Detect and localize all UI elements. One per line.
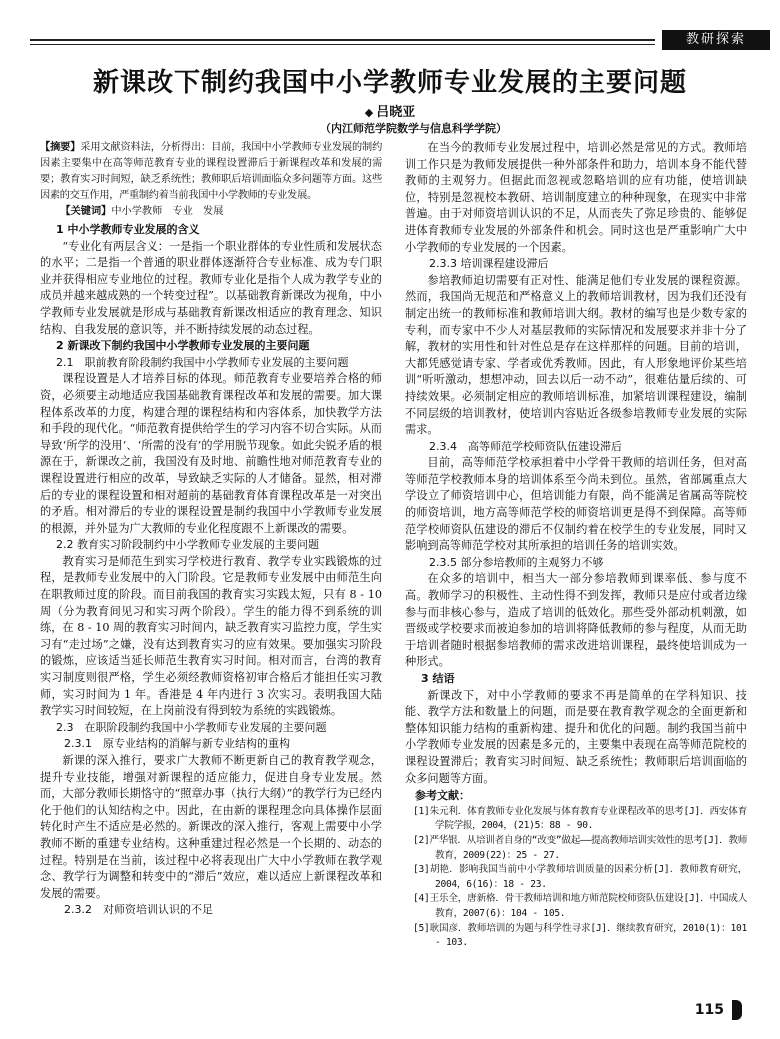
section-tag: 教研探索 [662,30,770,50]
page-tab-mark [732,1000,742,1020]
keywords-label: 【关键词】 [60,206,112,217]
right-column [405,140,747,951]
subsection-heading: 2.3 在职阶段制约我国中小学教师专业发展的主要问题 [56,720,327,734]
section-heading: 2 新课改下制约我国中小学教师专业发展的主要问题 [56,339,310,353]
header-bar [30,30,770,50]
subsubsection-heading: 2.3.2 对师资培训认识的不足 [64,903,213,917]
paragraph: “专业化有两层含义：一是指一个职业群体的专业性质和发展状态的水平；二是指一个普通的职业群体逐渐符合专业标准、成为专门职业并获得相应专业地位的过程。教师专业化是指个人成为教学专业的成员并越来越成熟的一个转变过程”。以基础教育新课改为视角，中小学教师专业发展就是形成与基础教育新课改相适应的教育理念、知识结构、自我发展的意识等，并不断持续发展的动态过程。 [40,239,382,336]
header-rule [30,39,655,41]
article-title: 新课改下制约我国中小学教师专业发展的主要问题 [92,68,687,98]
reference-item: [5]耿国彦．教师培训的为题与科学性寻求[J]．继续教育研究，2010(1)：101 - 103. [413,922,747,949]
reference-item: [3]胡艳．影响我国当前中小学教师培训质量的因素分析[J]．教师教育研究，2004，6(16)：18 - 23. [413,864,747,890]
subsubsection-heading: 2.3.4 高等师范学校师资队伍建设滞后 [429,439,622,453]
abstract [40,140,382,204]
header-rule-thin [30,44,655,45]
reference-item: [1]朱元利．体育教师专业化发展与体育教育专业课程改革的思考[J]．西安体育学院学报，2004，(21)5：88 - 90. [413,805,747,832]
author-name: 吕晓亚 [376,105,416,120]
paragraph: 在众多的培训中，相当大一部分参培教师到课率低、参与度不高。教师学习的积极性、主动性得不到发挥，教师只是应付或者边缘参与而非核心参与，造成了培训的低效化。那些受外部动机刺激，如晋级或学校要求而被迫参加的培训将降低教师的参与程度，从而无助于培训者随时根据参培教师的需求改进培训课程，最终使培训成为一种形式。 [405,572,747,669]
subsubsection-heading: 2.3.5 部分参培教师的主观努力不够 [429,555,604,569]
paragraph: 新课的深入推行，要求广大教师不断更新自己的教育教学观念，提升专业技能，增强对新课程的适应能力，促进自身专业发展。然而，大部分教师长期恪守的“照章办事（执行大纲）”的教学行为已经内化于他们的认知结构之中。因此，在由新的课程理念向具体操作层面转化时产生不适应是必然的。新课改的深入推行，客观上需要中小学教师不断的重建专业结构。这种重建过程必然是一个长期的、动态的过程。特别是在当前，该过程中必将表现出广大中小学教师在教学观念、教学行为调整和转变中的“滞后”效应，难以适应上新课程改革和发展的需要。 [40,754,382,900]
paragraph: 在当今的教师专业发展过程中，培训必然是常见的方式。教师培训工作只是为教师发展提供一种外部条件和助力，培训本身不能代替教师的主观努力。但据此而忽视或忽略培训的应有功能，使培训缺位，特别是忽视校本教研、培训制度建立的种种现象，在现实中非常普遍。由于对师资培训认识的不足，从而丧失了弥足珍贵的、能够促进体育教师专业发展的外部条件和机会。同时这也是严重影响广大中小学教师的专业发展的一个因素。 [405,141,747,254]
abstract-text: 采用文献资料法，分析得出：目前，我国中小学教师专业发展的制约因素主要集中在高等师范教育专业的课程设置滞后于新课程改革和发展的需要；教育实习时间短，缺乏系统性；教师职后培训面临众多问题等方面。这些因素的交互作用，严重制约着当前我国中小学教师的专业发展。 [40,142,382,201]
paragraph: 新课改下，对中小学教师的要求不再是简单的在学科知识、技能、教学方法和数量上的问题，而是要在教育教学观念的全面更新和整体知识能力结构的重新构建、提升和优化的问题。制约我国当前中小学教师专业发展的因素是多元的，主要集中表现在高等师范院校的课程设置滞后；教育实习时间短、缺乏系统性；教师职后培训面临的众多问题等方面。 [405,688,747,785]
subsubsection-heading: 2.3.3 培训课程建设滞后 [429,257,549,271]
reference-item: [2]严华银．从培训者自身的“改变”做起——提高教师培训实效性的思考[J]．教师教育，2009(22)：25 - 27. [413,834,747,861]
paragraph: 参培教师迫切需要有正对性、能满足他们专业发展的课程资源。然而，我国尚无规范和严格意义上的教师培训教材，因为我们还没有制定出统一的教师标准和教师培训大纲。教材的编写也是少数专家的专利，而专家中不少人对基层教师的实际情况和发展要求并非十分了解，教材的实用性和针对性总是存在这样那样的问题。目前的培训，大都凭感觉请专家、学者或优秀教师。因此，有人形象地评价某些培训“听听激动，想想冲动，回去以后一动不动”，很难估量后续的、可持续效果。必须制定相应的教师培训标准，加紧培训课程建设，编制不同层级的培训教材，使培训内容贴近各级参培教师专业发展的实际需求。 [405,273,747,437]
paragraph: 目前，高等师范学校承担着中小学骨干教师的培训任务，但对高等师范学校教师本身的培训体系至今尚未到位。虽然，省部属重点大学设立了师资培训中心，但培训能力有限，尚不能满足省属高等院校的师资培训，地方高等师范学校的师资培训更是得不到保障。高等师范学校师资队伍建设的滞后不仅制约着在校学生的专业发展，同时又影响到高等师范学校对其所承担的培训任务的培训实效。 [405,456,747,553]
reference-item: [4]王乐全，唐新格．骨干教师培训和地方师范院校师资队伍建设[J]．中国成人教育，2007(6)：104 - 105. [413,893,747,919]
subsubsection-heading: 2.3.1 原专业结构的消解与新专业结构的重构 [64,737,290,751]
left-column [40,140,382,919]
paragraph: 课程设置是人才培养目标的体现。师范教育专业要培养合格的师资，必须要主动地适应我国基础教育课程改革和发展的需要。加大课程体系改革的力度，构建合理的课程结构和内容体系，加快教学方法和手段的现代化。“师范教育提供给学生的学习内容不切合实际。从而导致‘所学的没用’、‘所需的没有’的学用脱节现象。如此尖锐矛盾的根源在于，新课改之前，我国没有及时地、前瞻性地对师范教育专业的课程设置进行相应的改革，导致缺乏实际的人才储备。显然，相对滞后的专业的课程设置和相对超前的基础教育体育课程改革是一对突出的矛盾。相对滞后的专业的课程设置是制约我国中小学教师专业发展的根源，并外显为广大教师的专业化程度跟不上新课改的需要。 [40,372,382,535]
references-heading: 参考文献： [415,789,470,803]
subsection-heading: 2.1 职前教育阶段制约我国中小学教师专业发展的主要问题 [56,355,349,369]
author-line [30,101,750,120]
paragraph: 教育实习是师范生到实习学校进行教育、教学专业实践锻炼的过程，是教师专业发展中的入门阶段。它是教师专业发展中由师范生向在职教师过度的阶段。而目前我国的教育实习实践太短，只有 8 - 10 周（分为教育间见习和实习两个阶段）。学生的能力得不到系统的训练，在 8 - 10 周的教育实习时间内，缺乏教育实习监控力度，学生实习有“走过场”之嫌，没有达到教育实习的应有效果。要加强实习阶段的锻炼，应该适当延长师范生教育实习时间。相对而言，台湾的教育实习制度则很严格，学生必须经教师资格初审合格后才能担任实习教师，实习时间为 1 年。香港是 4 年内进行 3 次实习。表明我国大陆教学实习时间较短，在上岗前没有得到较为系统的实践锻炼。 [40,554,382,718]
keywords [40,204,382,220]
abstract-label: 【摘要】 [40,142,81,153]
diamond-icon: ◆ [364,106,374,119]
keywords-text: 中小学教师 专业 发展 [111,206,224,217]
section-heading: 3 结语 [421,672,455,685]
page-number: 115 [694,1002,724,1018]
section-heading: 1 中小学教师专业发展的含义 [56,223,200,236]
subsection-heading: 2.2 教育实习阶段制约中小学教师专业发展的主要问题 [56,538,319,552]
affiliation: （内江师范学院数学与信息科学学院） [320,122,507,135]
